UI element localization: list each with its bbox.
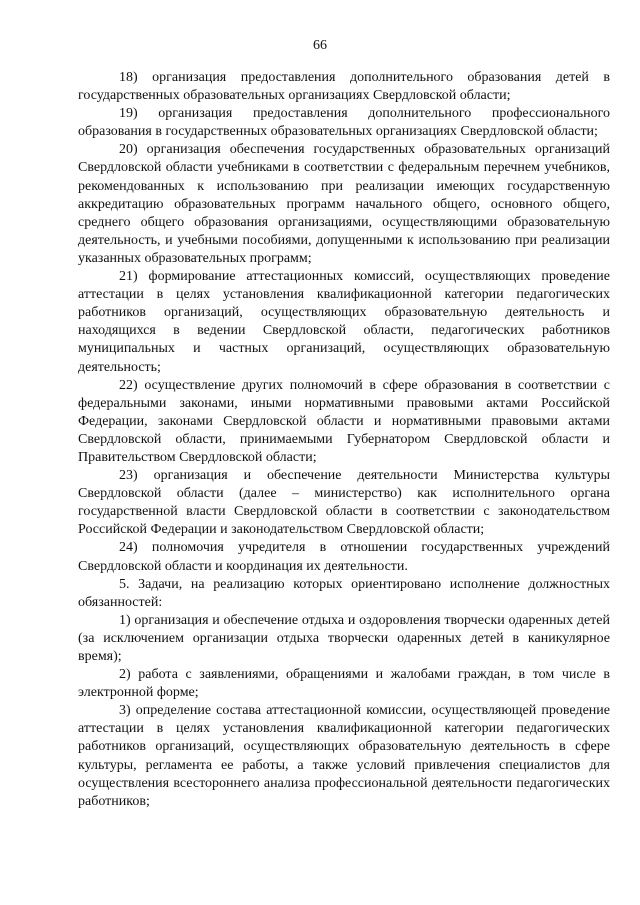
- paragraph-item-22: 22) осуществление других полномочий в сфере образования в соответствии с федеральными законами, иными нормативными правовыми актами Российской Федерации, законами Свердловской области и нормативными правовыми актами Свердловской области, принимаемыми Губернатором Свердловской области и Правительством Свердловской области;: [78, 377, 610, 465]
- paragraph-item-19: 19) организация предоставления дополнительного профессионального образования в государственных образовательных организациях Свердловской области;: [78, 106, 610, 140]
- paragraph-item-21: 21) формирование аттестационных комиссий, осуществляющих проведение аттестации в целях установления квалификационной категории педагогических работников организаций, осуществляющих образовательную деятельность и находящихся в ведении Свердловской области, педагогических работников муниципальных и частных организаций, осуществляющих образовательную деятельность;: [78, 269, 610, 375]
- page-number: 66: [313, 38, 327, 53]
- document-body: [78, 69, 610, 811]
- section-5-heading: 5. Задачи, на реализацию которых ориентировано исполнение должностных обязанностей:: [78, 576, 610, 610]
- task-item-1: 1) организация и обеспечение отдыха и оздоровления творчески одаренных детей (за исключением организации отдыха творчески одаренных детей в каникулярное время);: [78, 612, 610, 664]
- paragraph-item-18: 18) организация предоставления дополнительного образования детей в государственных образовательных организациях Свердловской области;: [78, 70, 610, 104]
- paragraph-item-24: 24) полномочия учредителя в отношении государственных учреждений Свердловской области и координация их деятельности.: [78, 540, 610, 574]
- task-item-3: 3) определение состава аттестационной комиссии, осуществляющей проведение аттестации в целях установления квалификационной категории педагогических работников организаций, осуществляющих образовательную деятельность в сфере культуры, регламента ее работы, а также условий привлечения специалистов для осуществления всестороннего анализа профессиональной деятельности педагогических работников;: [78, 703, 610, 809]
- paragraph-item-23: 23) организация и обеспечение деятельности Министерства культуры Свердловской области (далее – министерство) как исполнительного органа государственной власти Свердловской области в соответствии с законодательством Российской Федерации и законодательством Свердловской области;: [78, 468, 610, 538]
- task-item-2: 2) работа с заявлениями, обращениями и жалобами граждан, в том числе в электронной форме;: [78, 667, 610, 701]
- paragraph-item-20: 20) организация обеспечения государственных образовательных организаций Свердловской области учебниками в соответствии с федеральным перечнем учебников, рекомендованных к использованию при реализации имеющих государственную аккредитацию образовательных программ начального общего, основного общего, среднего общего образования организациями, осуществляющими образовательную деятельность, и учебными пособиями, допущенными к использованию при реализации указанных образовательных программ;: [78, 142, 610, 266]
